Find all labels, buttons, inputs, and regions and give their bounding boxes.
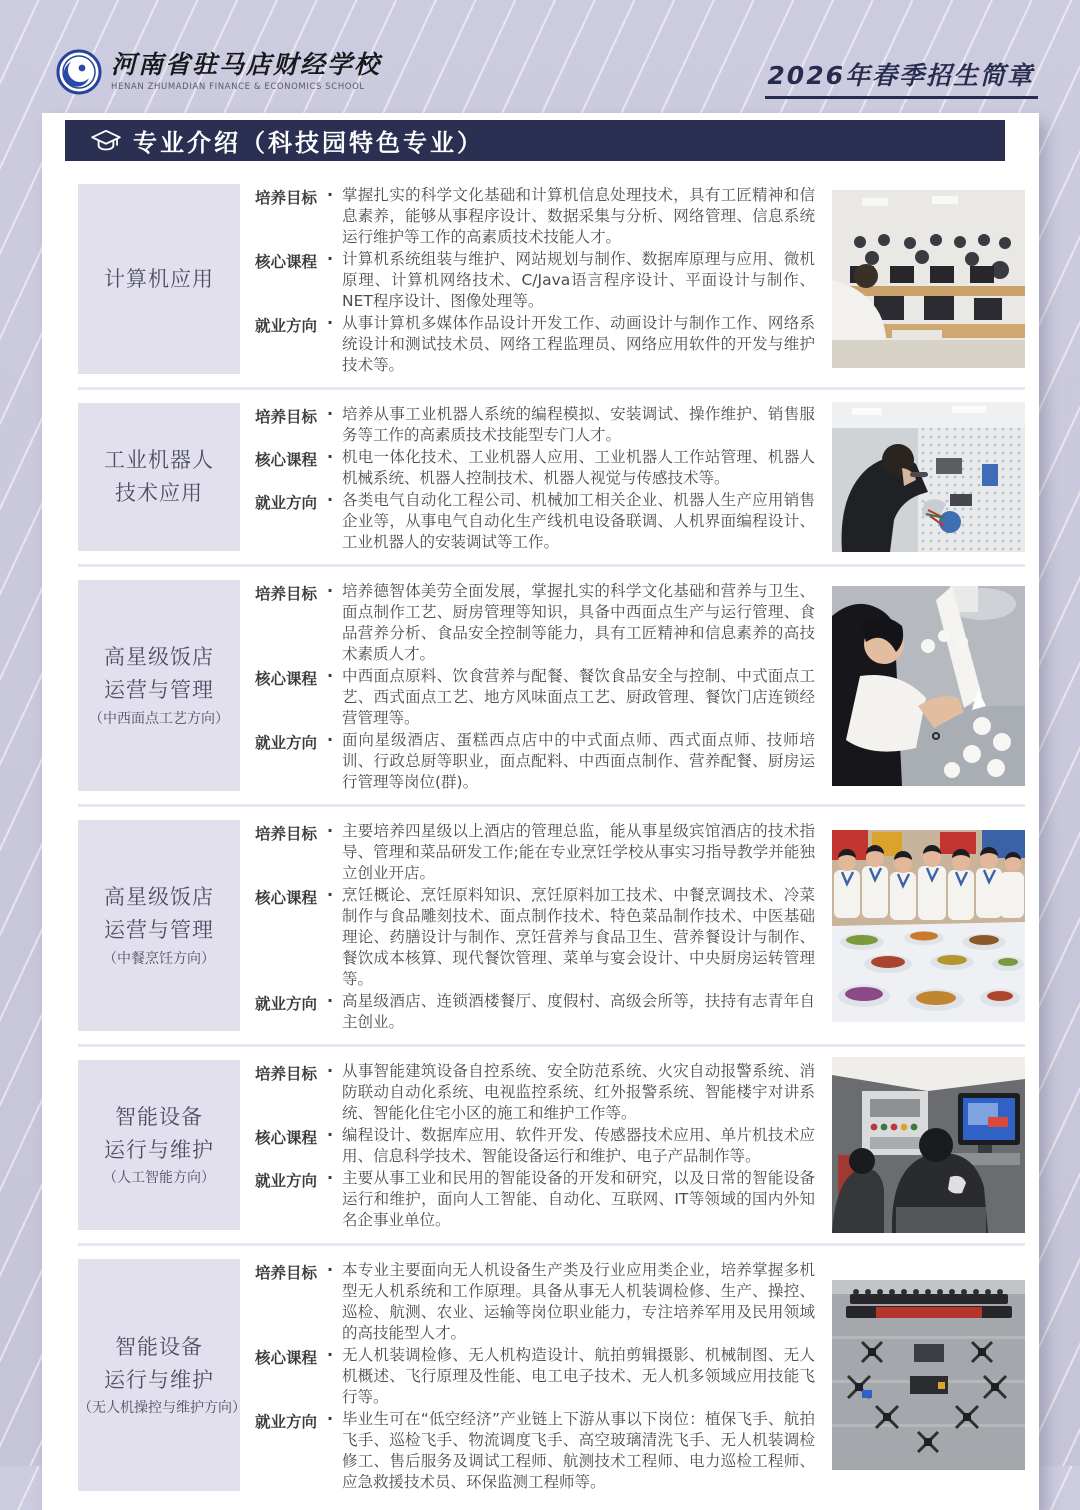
photo-computer-lab: [832, 181, 1025, 377]
field-text: 本专业主要面向无人机设备生产类及行业应用类企业，培养掌握多机型无人机系统和工作原理。具备从事无人机装调检修、生产、操控、巡检、航测、农业、运输等岗位职业能力，专注培养军用及民用领域的高技能型人才。: [342, 1261, 815, 1342]
field-label: 培养目标: [255, 825, 318, 843]
photo-pastry-piping: [832, 577, 1025, 794]
info-item: [255, 991, 815, 1033]
bullet-icon: [327, 1409, 340, 1493]
admission-banner: 2026年春季招生简章: [765, 48, 1038, 99]
major-section-smart-uav: [78, 1243, 1025, 1504]
info-item: [255, 1260, 815, 1344]
page-header: [55, 48, 1038, 110]
field-label: 核心课程: [255, 670, 318, 688]
bullet-icon: [327, 730, 340, 793]
graduation-cap-icon: [91, 129, 121, 153]
info-item: [255, 730, 815, 793]
bullet-icon: [327, 821, 340, 884]
major-name-line: 运行与维护: [104, 1137, 214, 1162]
content-card: [42, 113, 1039, 1510]
field-text: 高星级酒店、连锁酒楼餐厅、度假村、高级会所等，扶持有志青年自主创业。: [342, 992, 815, 1031]
school-name: 河南省驻马店财经学校: [111, 50, 382, 79]
field-label: 培养目标: [255, 408, 318, 426]
major-name-line: 技术应用: [115, 481, 203, 505]
field-text: 培养从事工业机器人系统的编程模拟、安装调试、操作维护、销售服务等工作的高素质技术技能型专门人才。: [342, 405, 815, 444]
info-item: [255, 404, 815, 446]
info-item: [255, 490, 815, 553]
bullet-icon: [327, 313, 340, 376]
bullet-icon: [327, 991, 340, 1033]
field-label: 培养目标: [255, 1065, 318, 1083]
bullet-icon: [327, 1345, 340, 1408]
info-item: [255, 1345, 815, 1408]
major-name-line: 运行与维护: [104, 1367, 214, 1392]
major-name-box: [78, 1060, 240, 1230]
major-name-line: 智能设备: [115, 1104, 203, 1129]
major-name-box: [78, 184, 240, 374]
bullet-icon: [327, 490, 340, 553]
info-item: [255, 581, 815, 665]
field-label: 就业方向: [255, 995, 318, 1013]
info-item: [255, 821, 815, 884]
field-text: 从事智能建筑设备自控系统、安全防范系统、火灾自动报警系统、消防联动自动化系统、电视监控系统、红外报警系统、智能楼宇对讲系统、智能化住宅小区的施工和维护工作等。: [342, 1062, 815, 1122]
school-logo-icon: [55, 48, 103, 96]
bullet-icon: [327, 185, 340, 248]
major-info: [249, 400, 823, 554]
info-item: [255, 1125, 815, 1167]
major-section-pastry: [78, 564, 1025, 804]
major-info: [249, 181, 823, 377]
info-item: [255, 185, 815, 248]
major-name-line: 高星级饭店: [104, 645, 214, 670]
field-label: 就业方向: [255, 1413, 318, 1431]
major-section-robot: [78, 387, 1025, 564]
info-item: [255, 313, 815, 376]
field-label: 就业方向: [255, 317, 318, 335]
field-label: 培养目标: [255, 585, 318, 603]
field-text: 各类电气自动化工程公司、机械加工相关企业、机器人生产应用销售企业等，从事电气自动化生产线机电设备联调、人机界面编程设计、工业机器人的安装调试等工作。: [342, 491, 815, 551]
photo-drone-team: [832, 1256, 1025, 1494]
bullet-icon: [327, 1168, 340, 1231]
bullet-icon: [327, 249, 340, 312]
major-name-box: [78, 580, 240, 791]
bullet-icon: [327, 447, 340, 489]
major-name-line: 运营与管理: [104, 678, 214, 702]
info-item: [255, 885, 815, 990]
bullet-icon: [327, 1061, 340, 1124]
major-info: [249, 577, 823, 794]
info-item: [255, 1409, 815, 1493]
field-text: 无人机装调检修、无人机构造设计、航拍剪辑摄影、机械制图、无人机概述、飞行原理及性能、电工电子技术、无人机多领域应用技能飞行等。: [342, 1346, 815, 1406]
major-sections: [42, 169, 1039, 1504]
major-direction: （人工智能方向）: [103, 1170, 215, 1187]
major-name-box: [78, 1259, 246, 1491]
school-name-en: HENAN ZHUMADIAN FINANCE & ECONOMICS SCHOOL: [111, 82, 365, 92]
major-name-line: 运营与管理: [104, 918, 214, 942]
field-text: 主要从事工业和民用的智能设备的开发和研究，以及日常的智能设备运行和维护，面向人工智能、自动化、互联网、IT等领域的国内外知名企事业单位。: [342, 1169, 815, 1229]
major-direction: （无人机操控与维护方向）: [78, 1400, 246, 1417]
major-name-box: [78, 403, 240, 551]
field-label: 就业方向: [255, 494, 318, 512]
info-item: [255, 1168, 815, 1231]
info-item: [255, 666, 815, 729]
bullet-icon: [327, 666, 340, 729]
field-label: 核心课程: [255, 253, 318, 271]
bullet-icon: [327, 581, 340, 665]
major-name-box: [78, 820, 240, 1031]
bullet-icon: [327, 885, 340, 990]
field-label: 核心课程: [255, 1129, 318, 1147]
major-name-line: 工业机器人: [104, 448, 214, 473]
photo-smart-equipment: [832, 1057, 1025, 1233]
info-item: [255, 249, 815, 312]
field-label: 就业方向: [255, 1172, 318, 1190]
field-text: 培养德智体美劳全面发展，掌握扎实的科学文化基础和营养与卫生、面点制作工艺、厨房管理等知识，具备中西面点生产与运行管理、食品营养分析、食品安全控制等能力，具有工匠精神和信息素养的高技术素质人才。: [342, 582, 815, 663]
photo-robot-workstation: [832, 400, 1025, 554]
school-logo-block: [55, 48, 381, 96]
field-text: 机电一体化技术、工业机器人应用、工业机器人工作站管理、机器人机械系统、机器人控制技术、机器人视觉与传感技术等。: [342, 448, 815, 487]
photo-chef-group: [832, 817, 1025, 1034]
field-text: 烹饪概论、烹饪原料知识、烹饪原料加工技术、中餐烹调技术、冷菜制作与食品雕刻技术、面点制作技术、特色菜品制作技术、中医基础理论、药膳设计与制作、烹饪营养与食品卫生、营养餐设计与制作、餐饮成本核算、现代餐饮管理、菜单与宴会设计、中央厨房运转管理等。: [342, 886, 815, 988]
field-text: 掌握扎实的科学文化基础和计算机信息处理技术，具有工匠精神和信息素养，能够从事程序设计、数据采集与分析、网络管理、信息系统运行维护等工作的高素质技术技能人才。: [342, 186, 815, 246]
field-label: 核心课程: [255, 889, 318, 907]
major-info: [249, 1256, 823, 1494]
info-item: [255, 447, 815, 489]
field-label: 培养目标: [255, 189, 318, 207]
bullet-icon: [327, 1125, 340, 1167]
field-label: 就业方向: [255, 734, 318, 752]
major-name-line: 计算机应用: [104, 266, 214, 291]
major-name-line: 高星级饭店: [104, 885, 214, 910]
major-direction: （中西面点工艺方向）: [89, 710, 229, 727]
field-label: 培养目标: [255, 1264, 318, 1282]
major-name-line: 智能设备: [115, 1334, 203, 1359]
field-text: 编程设计、数据库应用、软件开发、传感器技术应用、单片机技术应用、信息科学技术、智能设备运行和维护、电子产品制作等。: [342, 1126, 815, 1165]
field-text: 中西面点原料、饮食营养与配餐、餐饮食品安全与控制、中式面点工艺、西式面点工艺、地方风味面点工艺、厨政管理、餐饮门店连锁经营管理等。: [342, 667, 815, 727]
page-title: 专业介绍（科技园特色专业）: [133, 129, 484, 157]
field-label: 核心课程: [255, 451, 318, 469]
major-section-smart-ai: [78, 1044, 1025, 1243]
section-title-bar: [65, 120, 1005, 161]
major-info: [249, 1057, 823, 1233]
field-text: 计算机系统组装与维护、网站规划与制作、数据库原理与应用、微机原理、计算机网络技术、C/Java语言程序设计、平面设计与制作、NET程序设计、图像处理等。: [342, 250, 815, 310]
field-text: 面向星级酒店、蛋糕西点店中的中式面点师、西式面点师、技师培训、行政总厨等职业，面点配料、中西面点制作、营养配餐、厨房运行管理等岗位(群)。: [342, 731, 815, 791]
field-label: 核心课程: [255, 1349, 318, 1367]
major-section-cooking: [78, 804, 1025, 1044]
bullet-icon: [327, 404, 340, 446]
major-section-computer: [78, 171, 1025, 387]
info-item: [255, 1061, 815, 1124]
major-info: [249, 817, 823, 1034]
field-text: 主要培养四星级以上酒店的管理总监，能从事星级宾馆酒店的技术指导、管理和菜品研发工作;能在专业烹饪学校从事实习指导教学并能独立创业开店。: [342, 822, 815, 882]
field-text: 从事计算机多媒体作品设计开发工作、动画设计与制作工作、网络系统设计和测试技术员、网络工程监理员、网络应用软件的开发与维护技术等。: [342, 314, 815, 374]
bullet-icon: [327, 1260, 340, 1344]
field-text: 毕业生可在“低空经济”产业链上下游从事以下岗位：植保飞手、航拍飞手、巡检飞手、物流调度飞手、高空玻璃清洗飞手、无人机装调检修工、售后服务及调试工程师、航测技术工程师、电力巡检工程师、应急救援技术员、环保监测工程师等。: [342, 1410, 815, 1491]
major-direction: （中餐烹饪方向）: [103, 950, 215, 967]
